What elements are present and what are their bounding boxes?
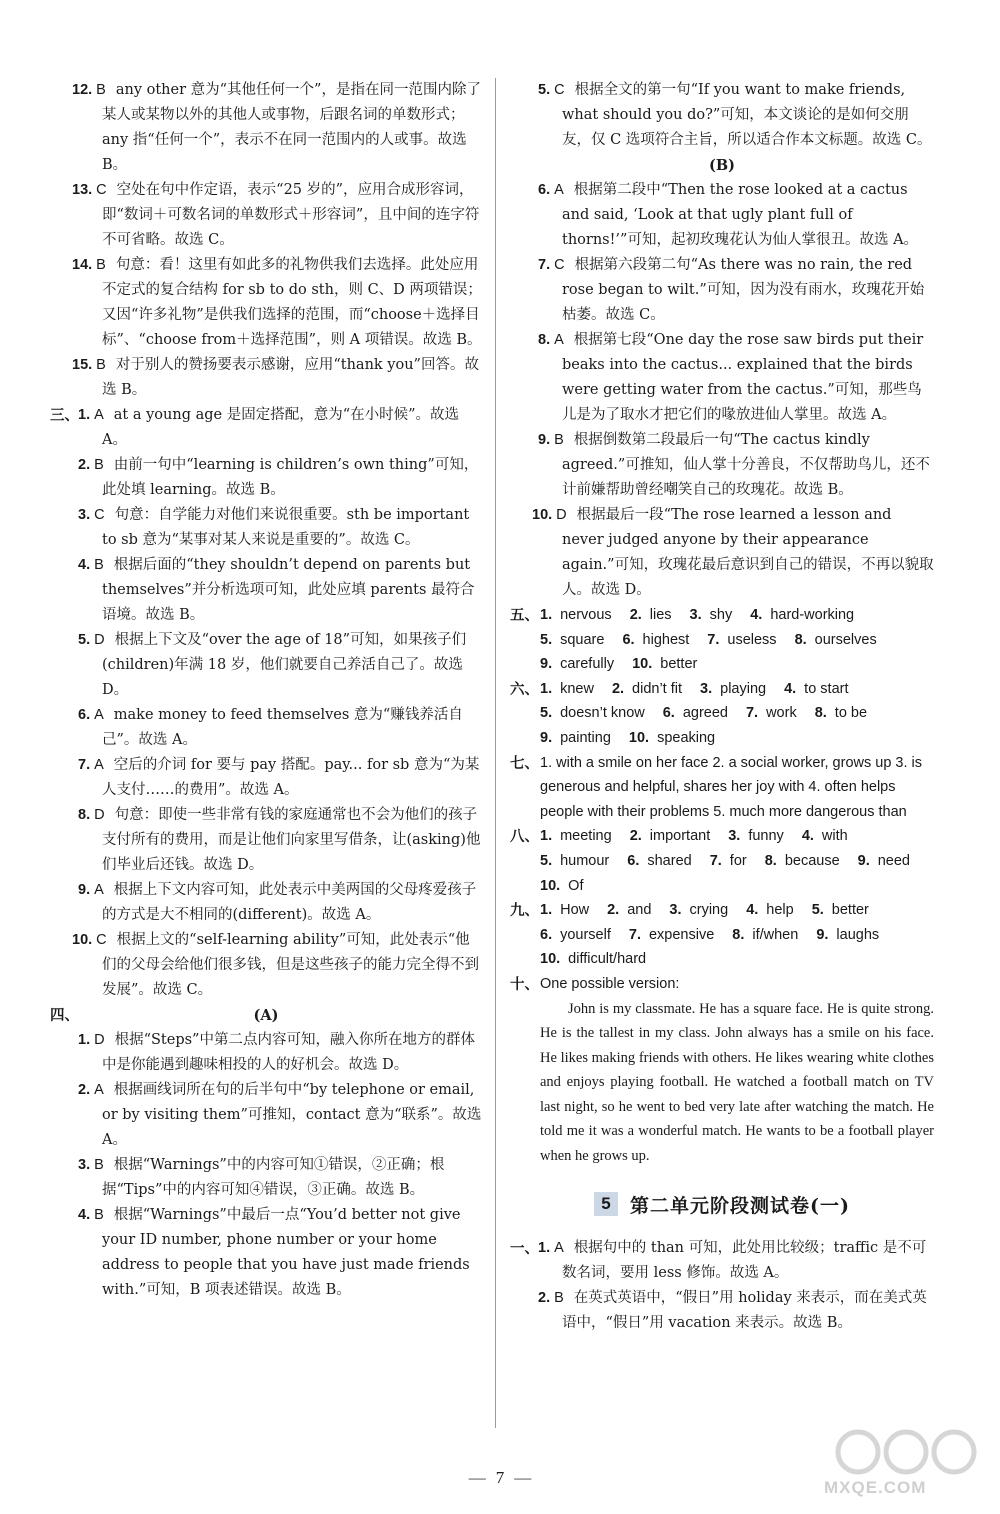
- answer-letter: D: [94, 807, 105, 823]
- question-number: 15.: [72, 357, 93, 373]
- blank-number: 3.: [689, 607, 702, 623]
- answer-letter: C: [94, 507, 105, 523]
- answer-letter: B: [554, 432, 564, 448]
- blank-number: 2.: [611, 680, 625, 697]
- answer-item: [510, 503, 934, 603]
- answer-item: [510, 78, 934, 153]
- explanation-text: 根据倒数第二段最后一句“The cactus kindly agreed.”可推知，仙人掌十分善良，不仅帮助鸟儿，还不计前嫌帮助曾经嘲笑自己的玫瑰花。故选 B。: [562, 432, 930, 498]
- explanation-text: 根据后面的“they shouldn’t depend on parents but themselves”并分析选项可知，此处应填 parents 最符合语境。故选 B。: [102, 557, 475, 623]
- blank-answer: didn’t fit: [632, 680, 683, 697]
- answer-letter: C: [554, 82, 565, 98]
- answer-row: [540, 652, 934, 677]
- answer-item: [50, 253, 482, 353]
- answer-letter: C: [96, 932, 107, 948]
- section-6: [510, 677, 934, 751]
- blank-answer: with: [821, 828, 848, 845]
- blank-answer: laughs: [836, 926, 880, 943]
- watermark-text: MXQE.COM: [824, 1478, 927, 1497]
- blank-number: 8.: [732, 926, 745, 943]
- answer-item: [50, 178, 482, 253]
- blank-answer: carefully: [560, 656, 615, 673]
- question-number: 5.: [78, 632, 91, 648]
- answer-item: [50, 403, 482, 453]
- blank-number: 5.: [540, 631, 553, 648]
- answer-letter: A: [554, 1239, 564, 1256]
- answer-letter: C: [96, 182, 107, 198]
- question-number: 13.: [72, 182, 93, 198]
- section-7-answers: 1. with a smile on her face 2. a social worker, grows up 3. is generous and helpful, shares her joy with 4. often helps people with their problems 5. much more dangerous than: [540, 754, 923, 820]
- answer-item: [50, 928, 482, 1003]
- blank-number: 6.: [662, 705, 675, 722]
- blank-number: 7.: [745, 705, 759, 722]
- explanation-text: 空处在句中作定语，表示“25 岁的”，应用合成形容词，即“数词＋可数名词的单数形式＋形容词”，且中间的连字符不可省略。故选 C。: [102, 182, 480, 248]
- answer-item: [510, 1236, 934, 1286]
- blank-answer: How: [560, 902, 590, 919]
- answer-letter: B: [554, 1289, 564, 1306]
- blank-number: 6.: [540, 926, 553, 943]
- answer-letter: A: [94, 707, 104, 723]
- question-number: 10.: [72, 932, 93, 948]
- explanation-text: 根据“Steps”中第二点内容可知，融入你所在地方的群体中是你能遇到趣味相投的人的好机会。故选 D。: [102, 1032, 475, 1073]
- answer-item: [50, 353, 482, 403]
- answer-row: [540, 824, 934, 849]
- question-number: 8.: [78, 807, 91, 823]
- page-number: — 7 —: [0, 1468, 1000, 1488]
- answer-row: [540, 726, 934, 751]
- blank-number: 2.: [607, 902, 620, 919]
- blank-number: 5.: [540, 852, 553, 869]
- explanation-text: 根据上下文及“over the age of 18”可知，如果孩子们(children)年满 18 岁，他们就要自己养活自己了。故选 D。: [102, 632, 467, 698]
- blank-number: 1.: [540, 902, 553, 919]
- question-number: 1.: [78, 407, 91, 423]
- blank-answer: knew: [560, 680, 594, 697]
- blank-number: 10.: [540, 877, 561, 894]
- question-number: 7.: [78, 757, 91, 773]
- section-label: 六、: [510, 680, 539, 698]
- question-number: 7.: [538, 257, 551, 273]
- answer-letter: D: [94, 632, 105, 648]
- blank-number: 8.: [814, 705, 827, 722]
- section-label: 三、: [50, 407, 79, 424]
- question-number: 9.: [538, 432, 551, 448]
- answer-letter: A: [94, 882, 104, 898]
- blank-answer: highest: [642, 631, 690, 648]
- blank-number: 4.: [784, 680, 797, 697]
- section-4: [50, 1003, 482, 1303]
- blank-answer: meeting: [560, 828, 612, 845]
- answer-letter: D: [94, 1032, 105, 1048]
- answer-letter: D: [556, 507, 567, 523]
- answer-letter: B: [94, 557, 104, 573]
- answer-row: [540, 603, 934, 628]
- blank-answer: shared: [647, 852, 692, 869]
- blank-answer: nervous: [560, 607, 612, 623]
- answer-item: [510, 328, 934, 428]
- explanation-text: 根据上下文内容可知，此处表示中美两国的父母疼爱孩子的方式是大不相同的(different)。故选 A。: [102, 882, 477, 923]
- left-column: [50, 78, 482, 1303]
- explanation-text: 根据“Warnings”中最后一点“You’d better not give your ID number, phone number or your home address to people that you have just made friends with.”可知，B 项表述错误。故选 B。: [102, 1207, 470, 1298]
- explanation-text: 句意：看！这里有如此多的礼物供我们去选择。此处应用不定式的复合结构 for sb to do sth，则 C、D 两项错误；又因“许多礼物”是供我们选择的范围，而“choose＋选择目标”、“choose from＋选择范围”，则 A 项错误。故选 B。: [102, 257, 482, 348]
- blank-number: 8.: [764, 852, 777, 869]
- answer-item: [50, 553, 482, 628]
- answer-item: [50, 1078, 482, 1153]
- explanation-text: any other 意为“其他任何一个”，是指在同一范围内除了某人或某物以外的其他人或事物，后跟名词的单数形式；any 指“任何一个”，表示不在同一范围内的人或事。故选 B。: [102, 82, 481, 173]
- answer-item: [50, 628, 482, 703]
- blank-number: 4.: [746, 902, 759, 919]
- answer-letter: B: [94, 1207, 104, 1223]
- blank-number: 1.: [540, 607, 553, 623]
- section-3: [50, 403, 482, 1003]
- explanation-text: 由前一句中“learning is children’s own thing”可知，此处填 learning。故选 B。: [102, 457, 479, 498]
- answer-row: [540, 947, 934, 972]
- answer-item: [50, 78, 482, 178]
- blank-number: 7.: [628, 926, 641, 943]
- blank-number: 4.: [801, 828, 814, 845]
- blank-answer: funny: [748, 828, 784, 845]
- blank-answer: better: [831, 902, 869, 919]
- question-number: 14.: [72, 257, 93, 273]
- blank-number: 4.: [750, 607, 763, 623]
- blank-answer: for: [729, 852, 747, 869]
- blank-answer: help: [766, 902, 794, 919]
- blank-answer: speaking: [657, 729, 716, 746]
- question-number: 2.: [78, 457, 91, 473]
- subsection-heading-a: (A): [253, 1007, 279, 1024]
- blank-number: 10.: [632, 656, 653, 673]
- blank-answer: Of: [568, 877, 584, 894]
- section-label: 五、: [510, 607, 539, 624]
- question-number: 3.: [78, 1157, 91, 1173]
- answer-letter: B: [94, 457, 104, 473]
- essay-lead: One possible version:: [540, 975, 680, 992]
- question-number: 6.: [538, 182, 551, 198]
- explanation-text: 根据“Warnings”中的内容可知①错误，②正确；根据“Tips”中的内容可知④错误，③正确。故选 B。: [102, 1157, 445, 1198]
- question-number: 5.: [538, 82, 551, 98]
- blank-number: 3.: [728, 828, 741, 845]
- section-7: [510, 751, 934, 825]
- question-number: 9.: [78, 882, 91, 898]
- blank-number: 9.: [540, 656, 553, 673]
- blank-number: 2.: [629, 607, 642, 623]
- answer-item: [510, 1286, 934, 1336]
- blank-number: 9.: [857, 852, 870, 869]
- explanation-text: 根据上文的“self-learning ability”可知，此处表示“他们的父母会给他们很多钱，但是这些孩子的能力完全得不到发展”。故选 C。: [102, 932, 479, 998]
- blank-number: 10.: [540, 951, 561, 968]
- blank-number: 3.: [700, 680, 713, 697]
- blank-number: 9.: [540, 729, 553, 746]
- answer-item: [510, 178, 934, 253]
- question-number: 4.: [78, 1207, 91, 1223]
- answer-item: [50, 453, 482, 503]
- blank-answer: crying: [689, 902, 729, 919]
- question-number: 8.: [538, 332, 551, 348]
- answer-item: [50, 753, 482, 803]
- right-column: [510, 78, 934, 1336]
- blank-answer: ourselves: [814, 631, 877, 648]
- blank-answer: lies: [649, 607, 672, 623]
- question-number: 2.: [538, 1289, 551, 1306]
- answer-row: [540, 849, 934, 874]
- answer-row: [540, 701, 934, 726]
- explanation-text: at a young age 是固定搭配，意为“在小时候”。故选 A。: [102, 407, 460, 448]
- blank-answer: and: [627, 902, 652, 919]
- question-number: 3.: [78, 507, 91, 523]
- question-number: 12.: [72, 82, 93, 98]
- blank-number: 2.: [629, 828, 642, 845]
- section-label: 八、: [510, 828, 539, 846]
- blank-answer: if/when: [752, 926, 799, 943]
- answer-letter: A: [554, 332, 564, 348]
- answer-letter: B: [96, 82, 106, 98]
- blank-answer: need: [877, 852, 910, 869]
- answer-row: [540, 923, 934, 948]
- section-label: 十、: [510, 975, 539, 993]
- blank-answer: expensive: [648, 926, 715, 943]
- blank-answer: work: [766, 705, 797, 722]
- section-label: 四、: [50, 1007, 79, 1024]
- answer-row: [540, 628, 934, 653]
- section-8: [510, 824, 934, 898]
- section-label: 七、: [510, 754, 539, 772]
- blank-answer: useless: [727, 631, 777, 648]
- answer-item: [510, 428, 934, 503]
- answer-item: [50, 503, 482, 553]
- explanation-text: 根据画线词所在句的后半句中“by telephone or email, or by visiting them”可推知，contact 意为“联系”。故选 A。: [102, 1082, 482, 1148]
- blank-number: 8.: [794, 631, 807, 648]
- answer-row: [540, 677, 934, 702]
- answer-letter: A: [554, 182, 564, 198]
- unit-number-badge: 5: [594, 1192, 618, 1216]
- answer-row: [540, 874, 934, 899]
- question-number: 10.: [532, 507, 553, 523]
- answer-letter: B: [96, 257, 106, 273]
- explanation-text: 空后的介词 for 要与 pay 搭配。pay... for sb 意为“为某人支付……的费用”。故选 A。: [102, 757, 480, 798]
- blank-answer: difficult/hard: [568, 951, 647, 968]
- explanation-text: 根据第七段“One day the rose saw birds put their beaks into the cactus... explained that the birds were getting water from the cactus.”可知，那些鸟儿是为了取水才把它们的喙放进仙人掌里。故选 A。: [562, 332, 924, 423]
- blank-answer: square: [560, 631, 605, 648]
- answer-item: [50, 703, 482, 753]
- explanation-text: 根据全文的第一句“If you want to make friends, what should you do?”可知，本文谈论的是如何交朋友，仅 C 选项符合主旨，所以适合作本文标题。故选 C。: [562, 82, 932, 148]
- unit-title: [510, 1191, 934, 1218]
- question-number: 2.: [78, 1082, 91, 1098]
- blank-answer: yourself: [560, 926, 611, 943]
- answer-item: [50, 1153, 482, 1203]
- blank-answer: playing: [720, 680, 767, 697]
- blank-answer: to start: [804, 680, 849, 697]
- blank-number: 6.: [622, 631, 635, 648]
- section-5: [510, 603, 934, 677]
- explanation-text: 根据最后一段“The rose learned a lesson and never judged anyone by their appearance again.”可知，玫瑰花最后意识到自己的错误，不再以貌取人。故选 D。: [562, 507, 934, 598]
- section-9: [510, 898, 934, 972]
- section-label: 一、: [510, 1239, 539, 1257]
- question-number: 1.: [78, 1032, 91, 1048]
- blank-number: 7.: [709, 852, 722, 869]
- blank-number: 5.: [811, 902, 824, 919]
- explanation-text: 根据第二段中“Then the rose looked at a cactus and said, ‘Look at that ugly plant full of thorns!’”可知，起初玫瑰花认为仙人掌很丑。故选 A。: [562, 182, 919, 248]
- blank-number: 3.: [669, 902, 682, 919]
- subsection-heading-b: (B): [709, 157, 735, 174]
- answer-item: [510, 253, 934, 328]
- section-10: [510, 972, 934, 1169]
- explanation-text: 根据句中的 than 可知，此处用比较级；traffic 是不可数名词，要用 less 修饰。故选 A。: [562, 1239, 927, 1281]
- explanation-text: 根据第六段第二句“As there was no rain, the red rose began to wilt.”可知，因为没有雨水，玫瑰花开始枯萎。故选 C。: [562, 257, 925, 323]
- blank-answer: shy: [709, 607, 733, 623]
- column-divider: [495, 78, 496, 1428]
- unit-section-1: [510, 1236, 934, 1336]
- answer-item: [50, 1203, 482, 1303]
- blank-answer: painting: [560, 729, 611, 746]
- question-number: 6.: [78, 707, 91, 723]
- blank-answer: important: [649, 828, 711, 845]
- blank-number: 7.: [707, 631, 720, 648]
- explanation-text: 句意：即使一些非常有钱的家庭通常也不会为他们的孩子支付所有的费用，而是让他们向家里写借条，让(asking)他们毕业后还钱。故选 D。: [102, 807, 481, 873]
- answer-item: [50, 878, 482, 928]
- section-label: 九、: [510, 902, 539, 920]
- blank-answer: agreed: [682, 705, 728, 722]
- explanation-text: 句意：自学能力对他们来说很重要。sth be important to sb 意为“某事对某人来说是重要的”。故选 C。: [102, 507, 470, 548]
- blank-number: 10.: [628, 729, 650, 746]
- blank-number: 5.: [540, 705, 553, 722]
- question-number: 1.: [538, 1239, 551, 1256]
- answer-letter: A: [94, 757, 104, 773]
- answer-item: [50, 1028, 482, 1078]
- answer-letter: A: [94, 1082, 104, 1098]
- sample-essay: [510, 972, 934, 1169]
- explanation-text: 对于别人的赞扬要表示感谢，应用“thank you”回答。故选 B。: [102, 357, 479, 398]
- blank-number: 6.: [627, 852, 640, 869]
- blank-number: 1.: [540, 828, 553, 845]
- answer-letter: B: [96, 357, 106, 373]
- essay-body: John is my classmate. He has a square face. He is quite strong. He is the tallest in my class. John always has a smile on his face. He likes making friends with others. He likes wearing white clothes and enjoys playing football. He watched a football match on TV last night, so he went to bed very late after watching the match. He told me it was a wonderful match. He wants to be a football player when he grows up.: [540, 1000, 934, 1165]
- blank-number: 1.: [540, 680, 553, 697]
- answer-row: [540, 898, 934, 923]
- answer-item: [50, 803, 482, 878]
- unit-title-text: 第二单元阶段测试卷(一): [630, 1194, 850, 1217]
- blank-answer: humour: [560, 852, 610, 869]
- question-number: 4.: [78, 557, 91, 573]
- blank-number: 9.: [816, 926, 829, 943]
- blank-answer: because: [784, 852, 840, 869]
- blank-answer: doesn’t know: [560, 705, 645, 722]
- blank-answer: hard-working: [770, 607, 855, 623]
- answer-letter: A: [94, 407, 104, 423]
- answer-letter: C: [554, 257, 565, 273]
- answer-letter: B: [94, 1157, 104, 1173]
- blank-answer: to be: [834, 705, 868, 722]
- blank-answer: better: [660, 656, 698, 673]
- explanation-text: make money to feed themselves 意为“赚钱养活自己”。故选 A。: [102, 707, 463, 748]
- explanation-text: 在英式英语中，“假日”用 holiday 来表示，而在美式英语中，“假日”用 vacation 来表示。故选 B。: [562, 1289, 927, 1331]
